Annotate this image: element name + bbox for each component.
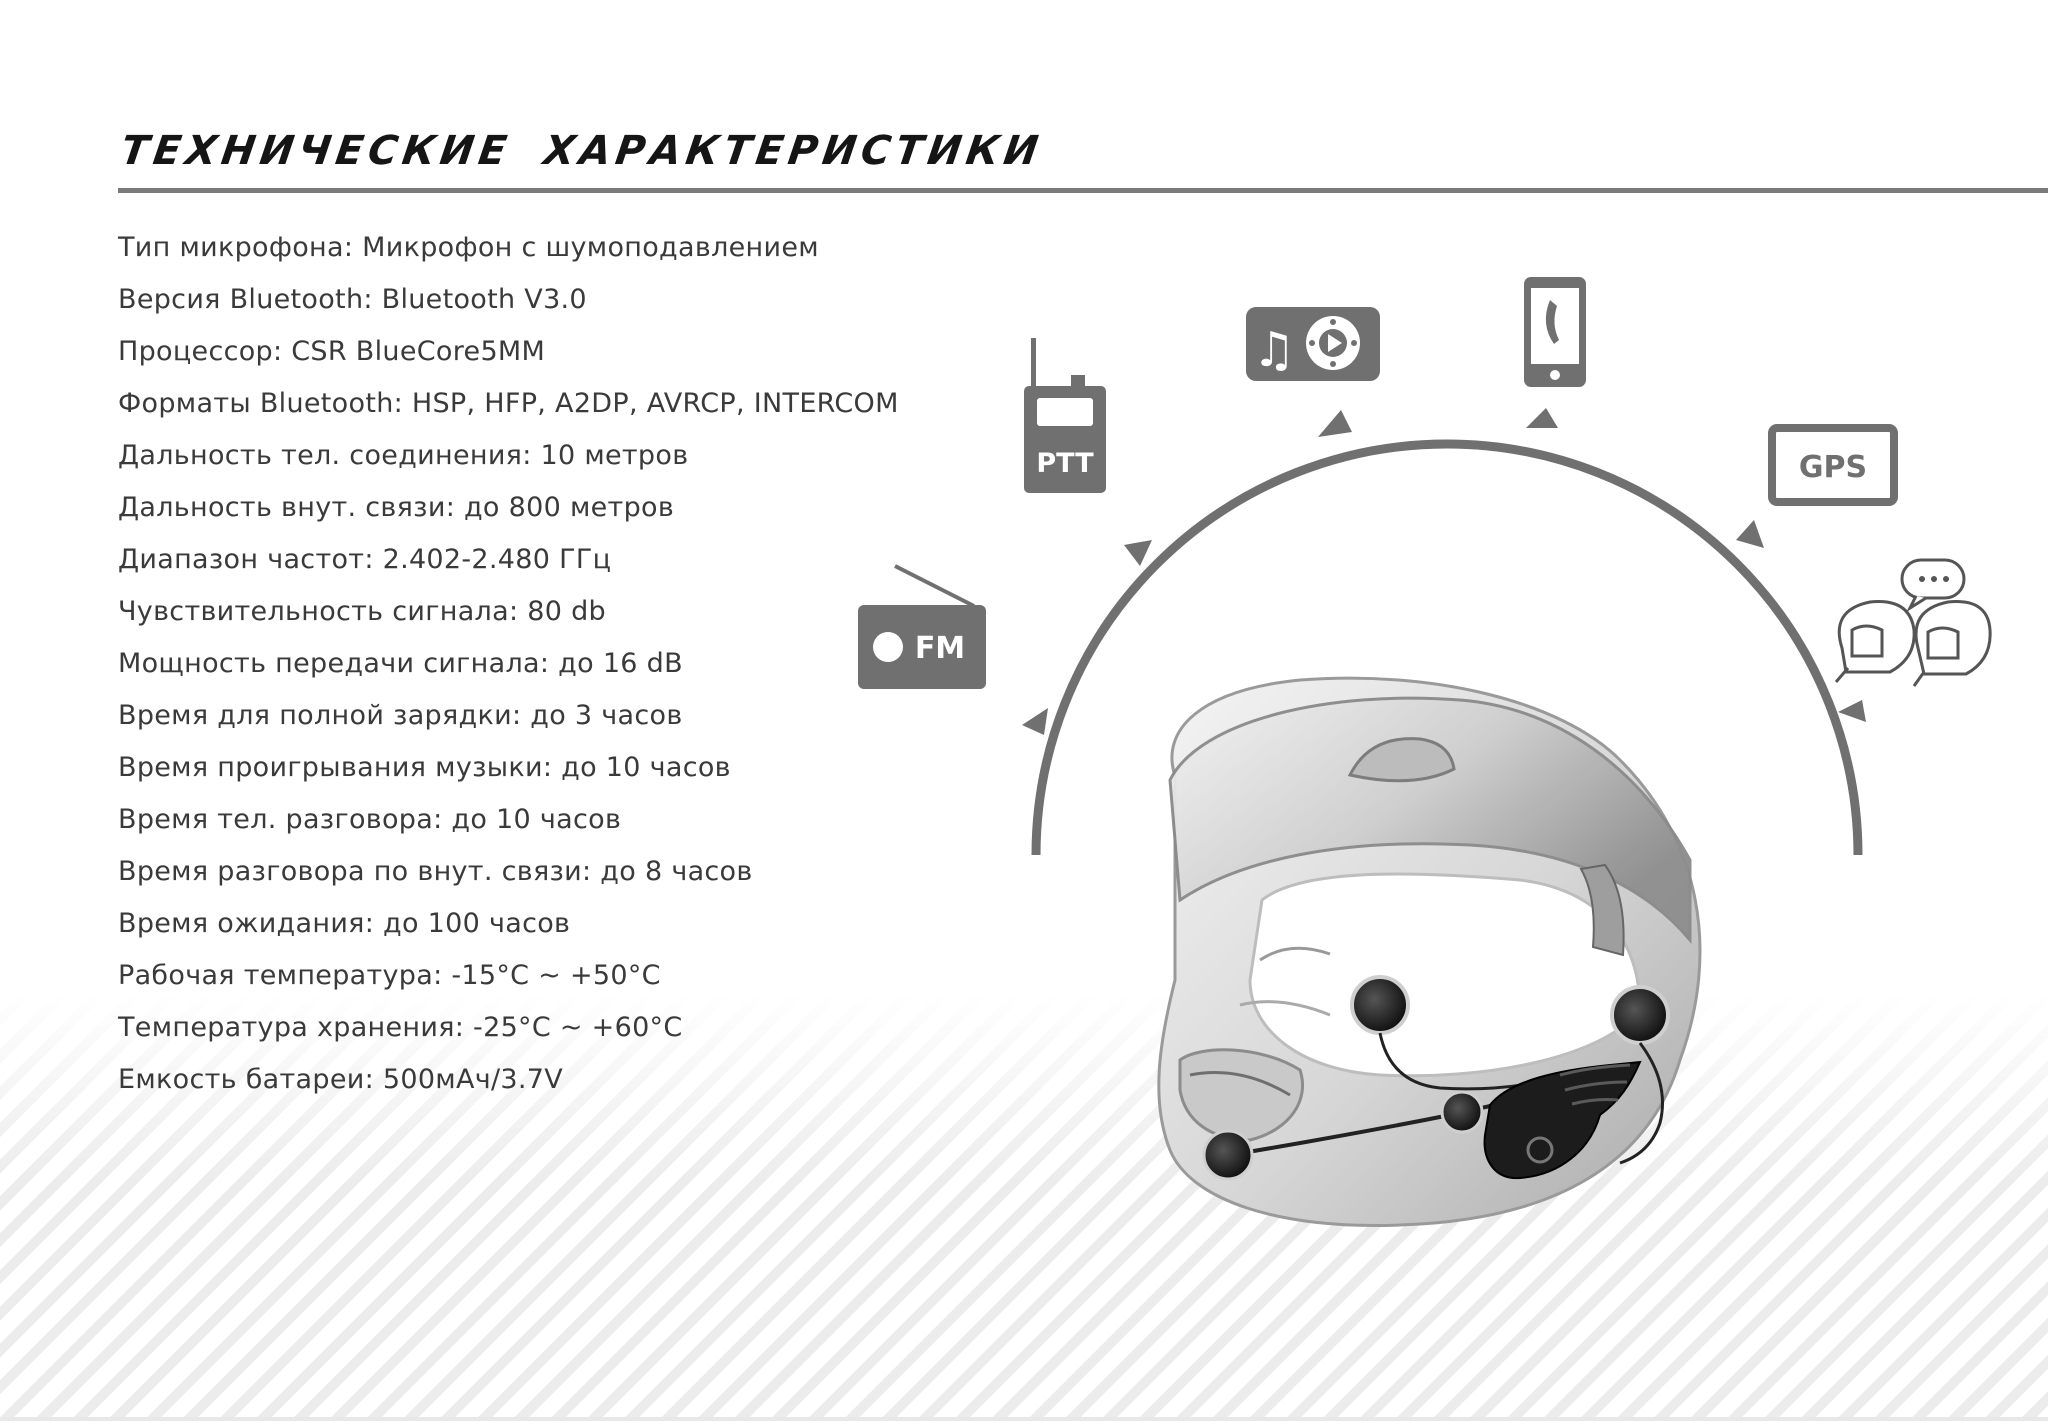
bottom-edge [0, 1417, 2048, 1421]
spec-item: Время разговора по внут. связи: до 8 часов [118, 856, 753, 887]
svg-text:♫: ♫ [1252, 322, 1296, 378]
spec-item: Емкость батареи: 500мАч/3.7V [118, 1064, 564, 1095]
spec-item: Форматы Bluetooth: HSP, HFP, A2DP, AVRCP, INTERCOM [118, 388, 899, 419]
music-player-icon [1246, 307, 1380, 381]
spec-item: Температура хранения: -25°C ~ +60°C [118, 1012, 683, 1043]
smartphone-call-icon [1524, 277, 1586, 387]
spec-item: Время проигрывания музыки: до 10 часов [118, 752, 731, 783]
helmet-headset-illustration [1159, 678, 1700, 1225]
page-title: ТЕХНИЧЕСКИЕ ХАРАКТЕРИСТИКИ [118, 128, 1046, 174]
ptt-label: PTT [1036, 448, 1094, 479]
spec-item: Время ожидания: до 100 часов [118, 908, 571, 939]
feature-illustration [820, 260, 2020, 1240]
spec-item: Рабочая температура: -15°C ~ +50°C [118, 960, 661, 991]
spec-list [118, 228, 899, 1112]
spec-item: Версия Bluetooth: Bluetooth V3.0 [118, 284, 587, 315]
spec-item: Время для полной зарядки: до 3 часов [118, 700, 683, 731]
gps-icon [1772, 428, 1894, 502]
spec-item: Время тел. разговора: до 10 часов [118, 804, 622, 835]
spec-item: Чувствительность сигнала: 80 db [118, 596, 606, 627]
spec-item: Процессор: CSR BlueCore5MM [118, 336, 546, 367]
fm-label: FM [914, 631, 966, 666]
gps-label: GPS [1798, 450, 1868, 485]
fm-radio-icon [858, 566, 986, 689]
intercom-helmets-icon [1836, 560, 1990, 686]
spec-item: Дальность внут. связи: до 800 метров [118, 492, 675, 523]
spec-item: Дальность тел. соединения: 10 метров [118, 440, 689, 471]
spec-item: Диапазон частот: 2.402-2.480 ГГц [118, 544, 612, 575]
ptt-walkie-talkie-icon [1024, 338, 1106, 493]
spec-item: Тип микрофона: Микрофон с шумоподавлением [118, 232, 819, 263]
title-divider [118, 188, 2048, 193]
spec-item: Мощность передачи сигнала: до 16 dB [118, 648, 683, 679]
